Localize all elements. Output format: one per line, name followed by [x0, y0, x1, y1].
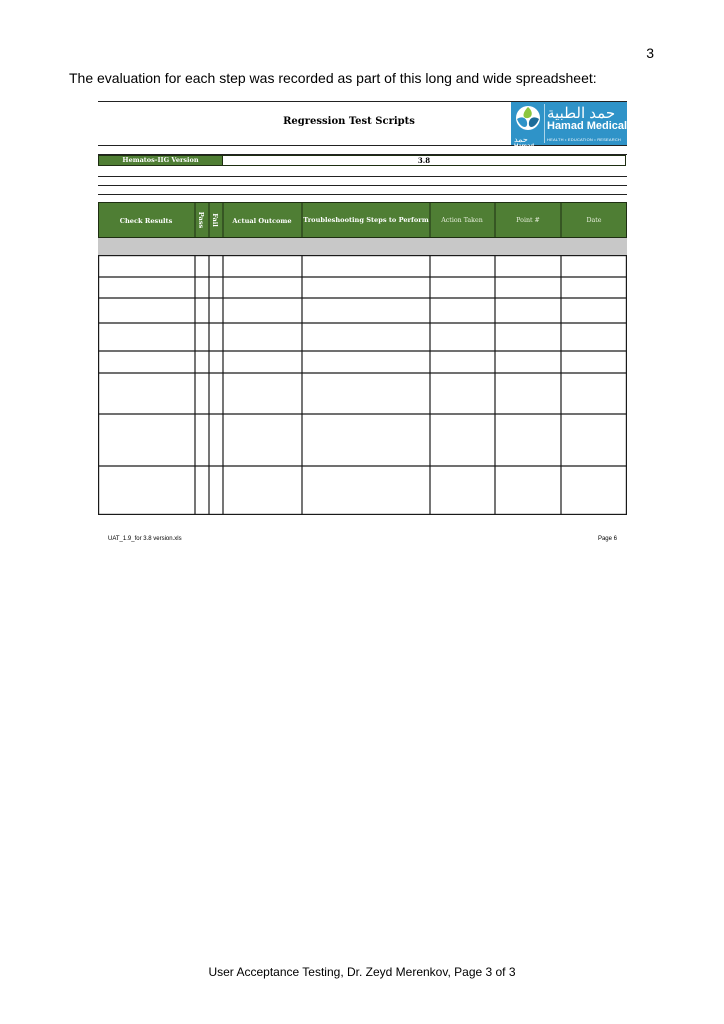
logo-small-text: حمد Hamad — [514, 135, 535, 150]
document-footer: User Acceptance Testing, Dr. Zeyd Merenkov, Page 3 of 3 — [208, 965, 516, 979]
page-number: 3 — [646, 45, 654, 61]
version-label: Hematos-IIG Version — [98, 155, 223, 166]
logo-divider — [544, 104, 545, 143]
sheet-footer-filename: UAT_1.9_for 3.8 version.xls — [108, 536, 182, 542]
col-troubleshooting: Troubleshooting Steps to Perform — [303, 216, 429, 224]
version-value: 3.8 — [223, 155, 626, 166]
hamad-logo — [511, 102, 639, 150]
col-fail: Fail — [211, 213, 219, 227]
col-action-taken: Action Taken — [441, 217, 483, 224]
sheet-footer-page: Page 6 — [597, 536, 617, 542]
regression-grid-svg — [98, 202, 627, 515]
col-pass: Pass — [197, 211, 205, 229]
regression-grid — [98, 202, 627, 515]
sheet-title: Regression Test Scripts — [283, 116, 415, 127]
logo-brand-text: Hamad Medical C — [547, 120, 639, 132]
col-check-results: Check Results — [119, 217, 173, 225]
grey-band-row — [98, 238, 627, 255]
intro-text: The evaluation for each step was recorded as part of this long and wide spreadsheet: — [69, 70, 597, 86]
body-grid — [98, 255, 627, 515]
sheet-title-rule — [98, 145, 627, 146]
col-date: Date — [586, 217, 602, 224]
hamad-emblem-icon — [515, 105, 541, 131]
col-point: Point # — [516, 217, 540, 224]
logo-arabic-text: حمد الطبية — [547, 105, 616, 122]
spacer-rule-2 — [98, 185, 627, 186]
spacer-rule-1 — [98, 176, 627, 177]
spacer-rule-3 — [98, 194, 627, 195]
logo-tagline: HEALTH • EDUCATION • RESEARCH — [547, 137, 622, 142]
version-row — [98, 155, 627, 166]
col-actual-outcome: Actual Outcome — [232, 217, 292, 225]
